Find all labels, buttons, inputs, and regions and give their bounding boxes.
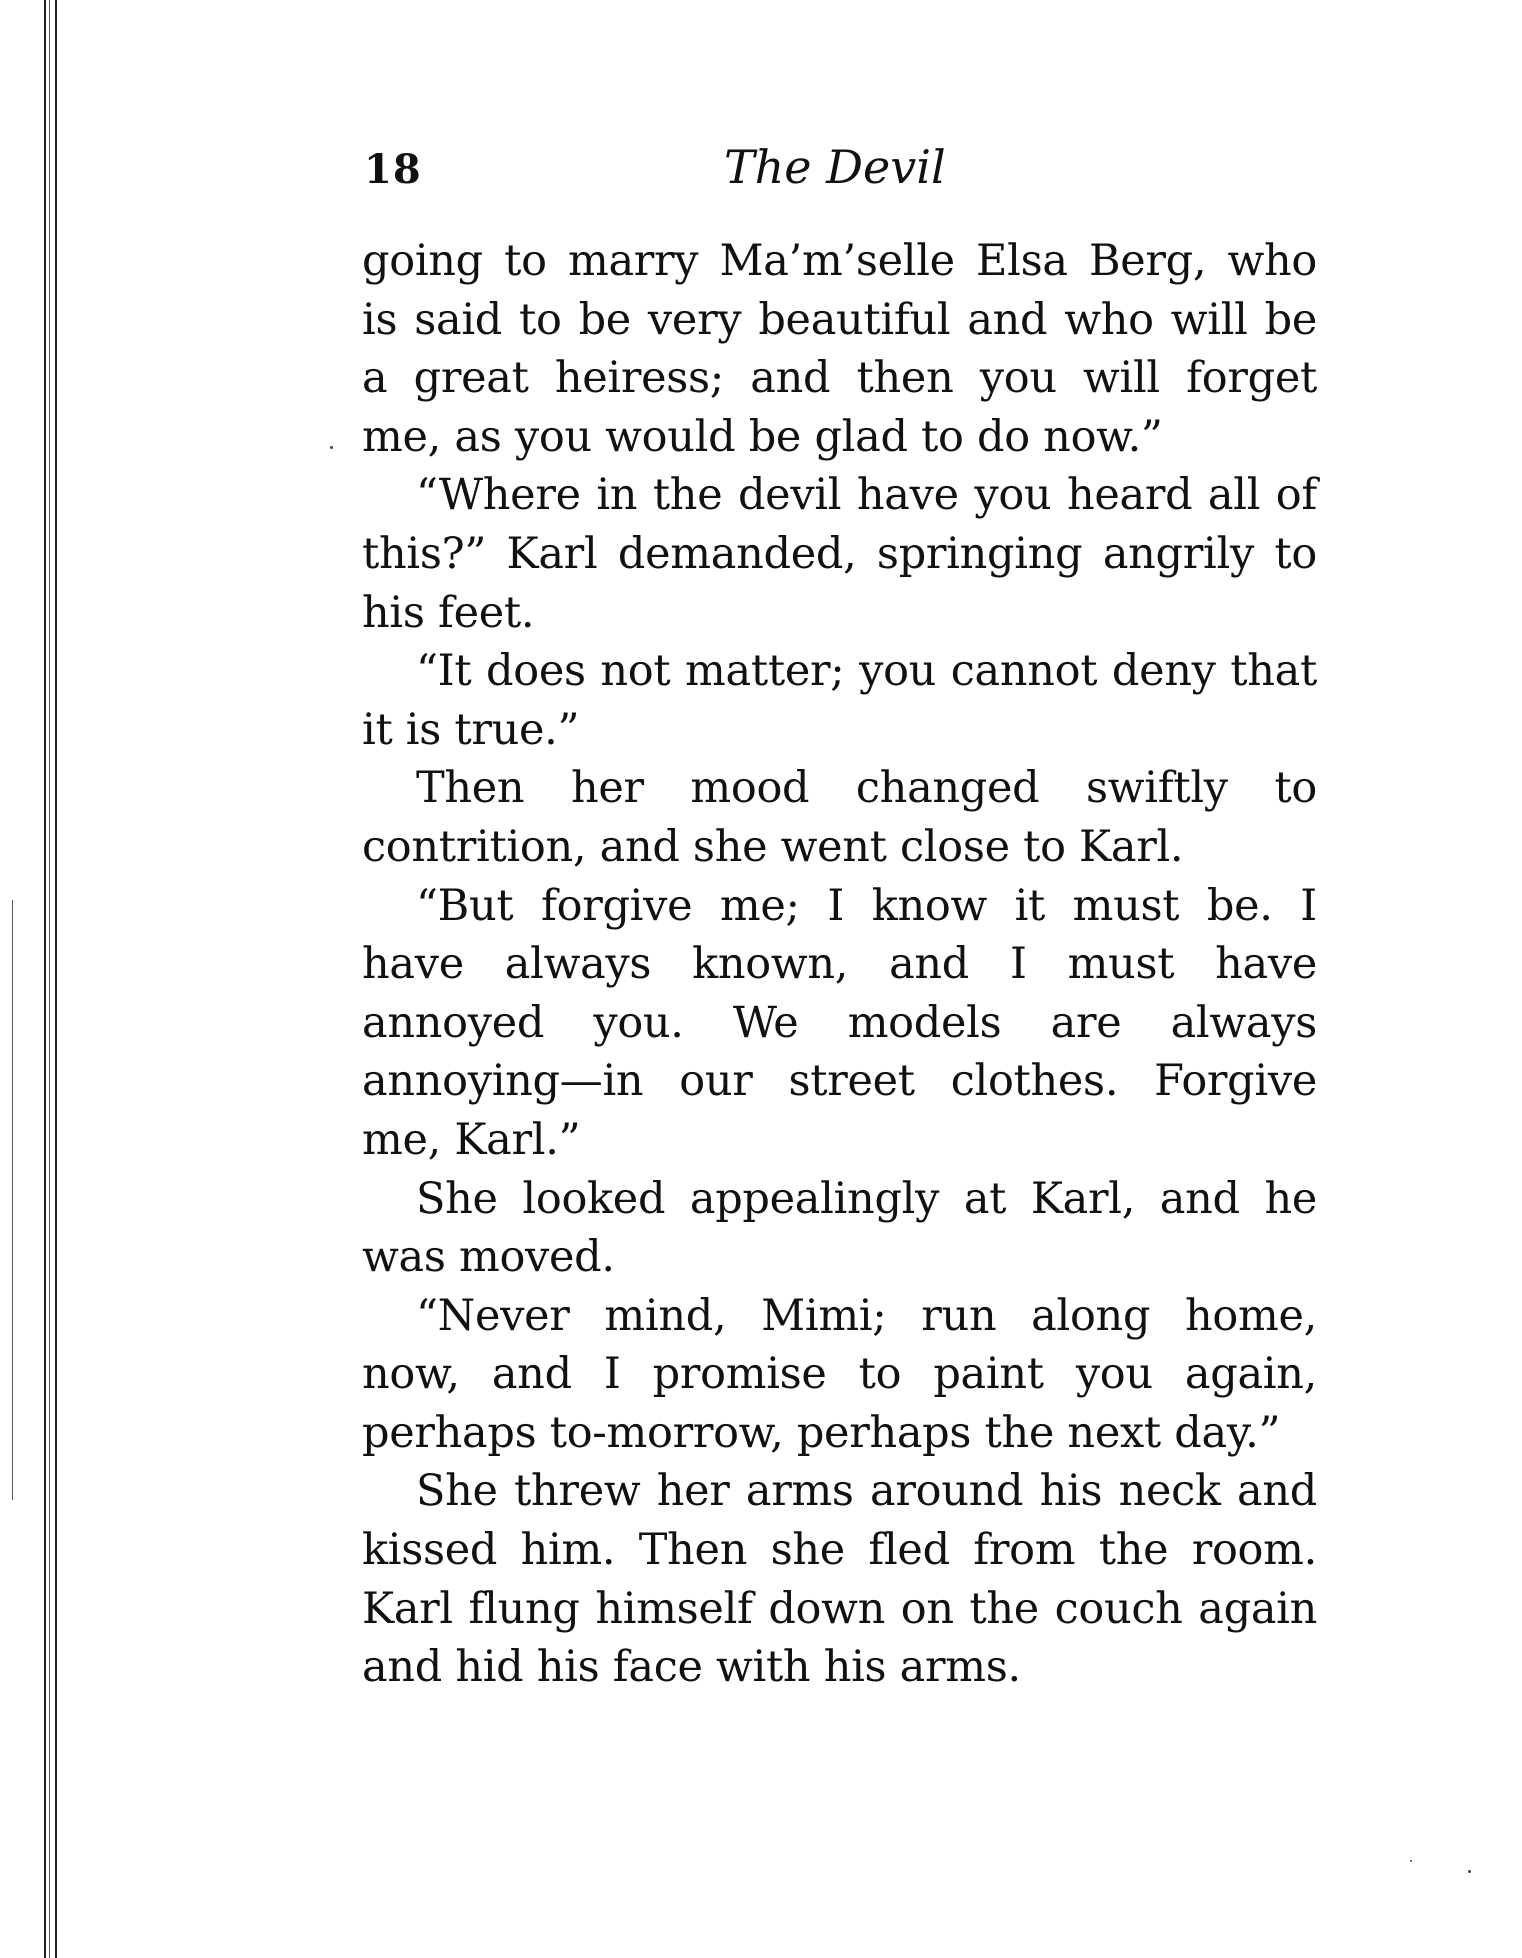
page-number: 18 [364,146,422,193]
book-gutter-edge [0,0,60,1958]
paragraph: “Where in the devil have you heard all of this?” Karl demanded, springing angrily to his feet. [362,470,1317,638]
paragraph: Then her mood changed swiftly to contrition, and she went close to Karl. [362,763,1317,872]
body-text [362,232,1317,1697]
scan-speck [1410,1860,1412,1862]
paragraph: “But forgive me; I know it must be. I have always known, and I must have annoyed you. We models are always annoying—in our street clothes. Forgive me, Karl.” [362,880,1317,1165]
paragraph: “Never mind, Mimi; run along home, now, and I promise to paint you again, perhaps to-morrow, perhaps the next day.” [362,1290,1317,1458]
paragraph: “It does not matter; you cannot deny that it is true.” [362,646,1317,755]
paragraph: going to marry Ma’m’selle Elsa Berg, who is said to be very beautiful and who will be a great heiress; and then you will forget me, as you would be glad to do now.” [362,236,1317,462]
paragraph: She threw her arms around his neck and kissed him. Then she fled from the room. Karl flung himself down on the couch again and hid his face with his arms. [362,1466,1317,1693]
scan-speck [330,446,333,449]
scan-speck [1468,1870,1471,1873]
page-header [364,140,1324,210]
running-title: The Devil [724,140,946,194]
paragraph: She looked appealingly at Karl, and he was moved. [362,1173,1317,1283]
